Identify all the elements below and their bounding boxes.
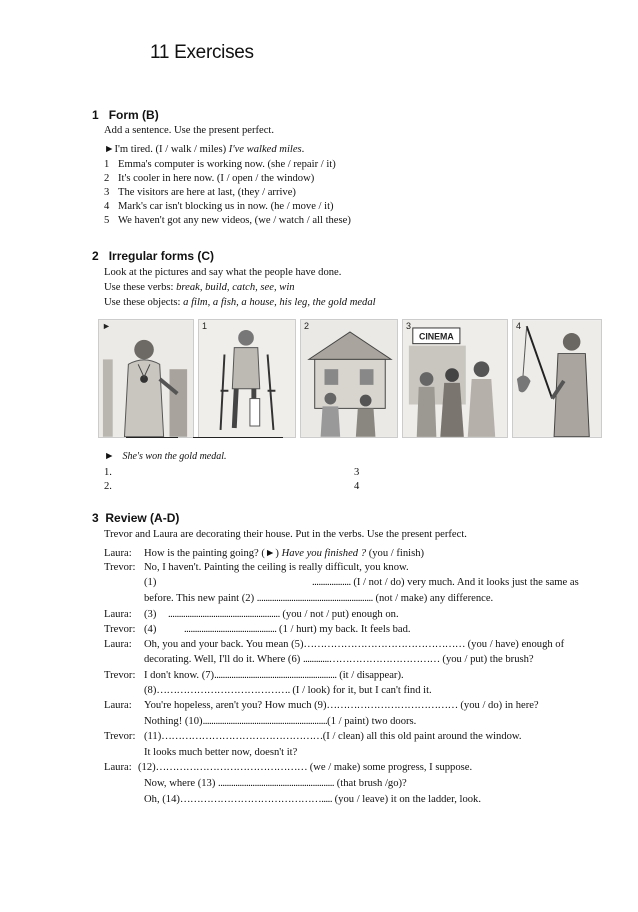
line-text: (1) [144,577,157,588]
answer-blank[interactable]: …………………………………. [156,685,290,696]
verbs-label: Use these verbs: [104,282,174,293]
answer-blank[interactable]: ………………………………………… [303,639,465,650]
page-title: 11 Exercises [150,42,254,63]
answer-line[interactable] [126,437,178,438]
answer-blank[interactable]: ...................................................... [218,778,335,789]
speaker: Trevor: [104,731,136,742]
item-text: It's cooler in here now. (I / open / the window) [118,173,315,184]
dialogue-line [144,793,481,807]
answer-number[interactable]: 3 [354,467,360,478]
dialogue-line [104,730,522,744]
exercise-3-heading [92,511,179,525]
answer-number[interactable]: 2. [104,481,112,492]
dialogue-line [104,608,399,622]
verbs-list: break, build, catch, see, win [176,282,295,293]
line-tail: (you / leave) it on the ladder, look. [334,794,481,805]
speaker: Laura: [104,548,132,559]
exercise-2-number: 2 [92,249,99,263]
dialogue-line [104,761,472,775]
list-item [104,200,334,214]
answer-blank[interactable]: ........................................... [184,624,277,635]
line-tail: (that brush /go)? [336,778,407,789]
line-tail: (1 / paint) two doors. [327,716,417,727]
speaker: Laura: [104,700,132,711]
exercise-3-number: 3 [92,511,99,525]
exercise-1-number: 1 [92,108,99,122]
line-text: I don't know. (7) [144,670,215,681]
dialogue-line [144,653,534,667]
dialogue-line [104,669,404,683]
dialogue-line [104,547,424,561]
exercise-2-example [104,450,227,464]
line-tail: (it / disappear). [339,670,404,681]
line-text: (4) [144,624,157,635]
example-sentence: She's won the gold medal. [122,451,227,462]
item-number: 3 [104,187,110,198]
line-tail: (you / have) enough of [467,639,565,650]
man-on-crutches-illustration [199,320,295,437]
line-text: (8) [144,685,157,696]
line-tail: (not / make) any difference. [375,593,494,604]
line-text: decorating. Well, I'll do it. Where (6) [144,654,301,665]
line-tail: (you / do) in here? [460,700,539,711]
dialogue-line [144,576,579,590]
line-text: (3) [144,609,157,620]
answer-blank[interactable]: ………………………………… [326,700,458,711]
dialogue-line [144,592,493,606]
line-text: No, I haven't. Painting the ceiling is really difficult, you know. [144,562,409,573]
answer-blank[interactable]: .................................................... [168,609,280,620]
dialogue-line [104,638,564,652]
exercise-2-heading [92,249,214,263]
picture-2 [300,319,398,438]
list-item [104,172,314,186]
list-item [104,158,336,172]
line-tail: (I / not / do) very much. And it looks just the same as [353,577,579,588]
line-tail: (you / put) the brush? [442,654,534,665]
exercise-1-example [104,143,304,157]
list-item [104,186,296,200]
answer-blank[interactable]: ……………………………………… [155,762,308,773]
picture-label: 2 [304,321,310,331]
speaker: Laura: [104,639,132,650]
exercise-2-instruction: Look at the pictures and say what the people have done. [104,267,342,278]
line-answer: Have you finished ? [281,548,367,559]
answer-number[interactable]: 1. [104,467,112,478]
exercise-1-instruction: Add a sentence. Use the present perfect. [104,125,275,136]
line-tail: (you / finish) [368,548,425,559]
line-text: You're hopeless, aren't you? How much (9) [144,700,327,711]
item-text: We haven't got any new videos, (we / watch / all these) [118,215,351,226]
line-tail: (we / make) some progress, I suppose. [309,762,473,773]
answer-blank[interactable]: ...................................................... [256,593,373,604]
answer-blank[interactable]: ............…………………………… [302,654,440,665]
speaker: Laura: [104,762,132,773]
answer-blank[interactable]: ......................................................... [214,670,337,681]
woman-with-medal-illustration [99,320,193,437]
line-text: before. This new paint (2) [144,593,255,604]
line-text: (11) [144,731,162,742]
line-tail: (I / clean) all this old paint around the window. [322,731,522,742]
item-text: The visitors are here at last, (they / arrive) [118,187,296,198]
line-text: (12) [138,762,156,773]
cinema-queue-illustration [403,320,507,437]
cinema-sign-text: CINEMA [418,331,454,342]
picture-label: 3 [406,321,412,331]
picture-label: 4 [516,321,522,331]
answer-number[interactable]: 4 [354,481,360,492]
objects-list: a film, a fish, a house, his leg, the gold medal [183,297,376,308]
exercise-2-title: Irregular forms (C) [108,249,215,263]
speaker: Trevor: [104,562,136,573]
answer-blank[interactable]: .................. [312,577,351,588]
line-text: How is the painting going? (►) [144,548,279,559]
exercise-1-title: Form (B) [108,108,159,122]
item-number: 5 [104,215,110,226]
exercise-3-instruction: Trevor and Laura are decorating their house. Put in the verbs. Use the present perfect. [104,529,467,540]
list-item [104,214,351,228]
picture-3 [402,319,508,438]
item-number: 2 [104,173,110,184]
picture-label: ► [102,321,111,331]
exercise-2-verbs [104,281,295,295]
example-marker: ► [104,451,115,462]
fisherman-illustration [513,320,601,437]
people-at-house-illustration [301,320,397,437]
speaker: Laura: [104,609,132,620]
dialogue-line [144,746,297,760]
item-text: Mark's car isn't blocking us in now. (he / move / it) [118,201,334,212]
answer-blank[interactable]: .......................................................... [202,716,328,727]
dialogue-line [104,623,411,637]
objects-label: Use these objects: [104,297,181,308]
picture-1 [198,319,296,438]
picture-4 [512,319,602,438]
dialogue-line [104,561,409,575]
item-number: 1 [104,159,110,170]
line-text: Oh, you and your back. You mean (5) [144,639,304,650]
dialogue-line [144,715,416,729]
line-tail: (I / look) for it, but I can't find it. [292,685,432,696]
item-number: 4 [104,201,110,212]
dialogue-line [104,699,539,713]
exercise-1-example-answer: I've walked miles [228,144,302,155]
exercise-1-example-prompt: ►I'm tired. (I / walk / miles) [104,144,227,155]
exercise-2-objects [104,296,376,310]
speaker: Trevor: [104,624,136,635]
dialogue-line [144,777,407,791]
speaker: Trevor: [104,670,136,681]
answer-blank[interactable]: ………………………………………… [161,731,323,742]
exercise-1-heading [92,108,159,122]
line-text: Oh, (14) [144,794,180,805]
exercise-1-example-suffix: . [301,144,305,155]
line-tail: (you / not / put) enough on. [282,609,399,620]
line-text: Nothing! (10) [144,716,203,727]
picture-example [98,319,194,438]
line-text: Now, where (13) [144,778,216,789]
item-text: Emma's computer is working now. (she / repair / it) [118,159,336,170]
line-tail: (1 / hurt) my back. It feels bad. [279,624,411,635]
line-text: It looks much better now, doesn't it? [144,747,298,758]
answer-line[interactable] [193,437,283,438]
dialogue-line [144,684,432,698]
answer-blank[interactable]: ……………………………………..... [179,794,332,805]
exercise-3-title: Review (A-D) [105,511,180,525]
picture-label: 1 [202,321,208,331]
